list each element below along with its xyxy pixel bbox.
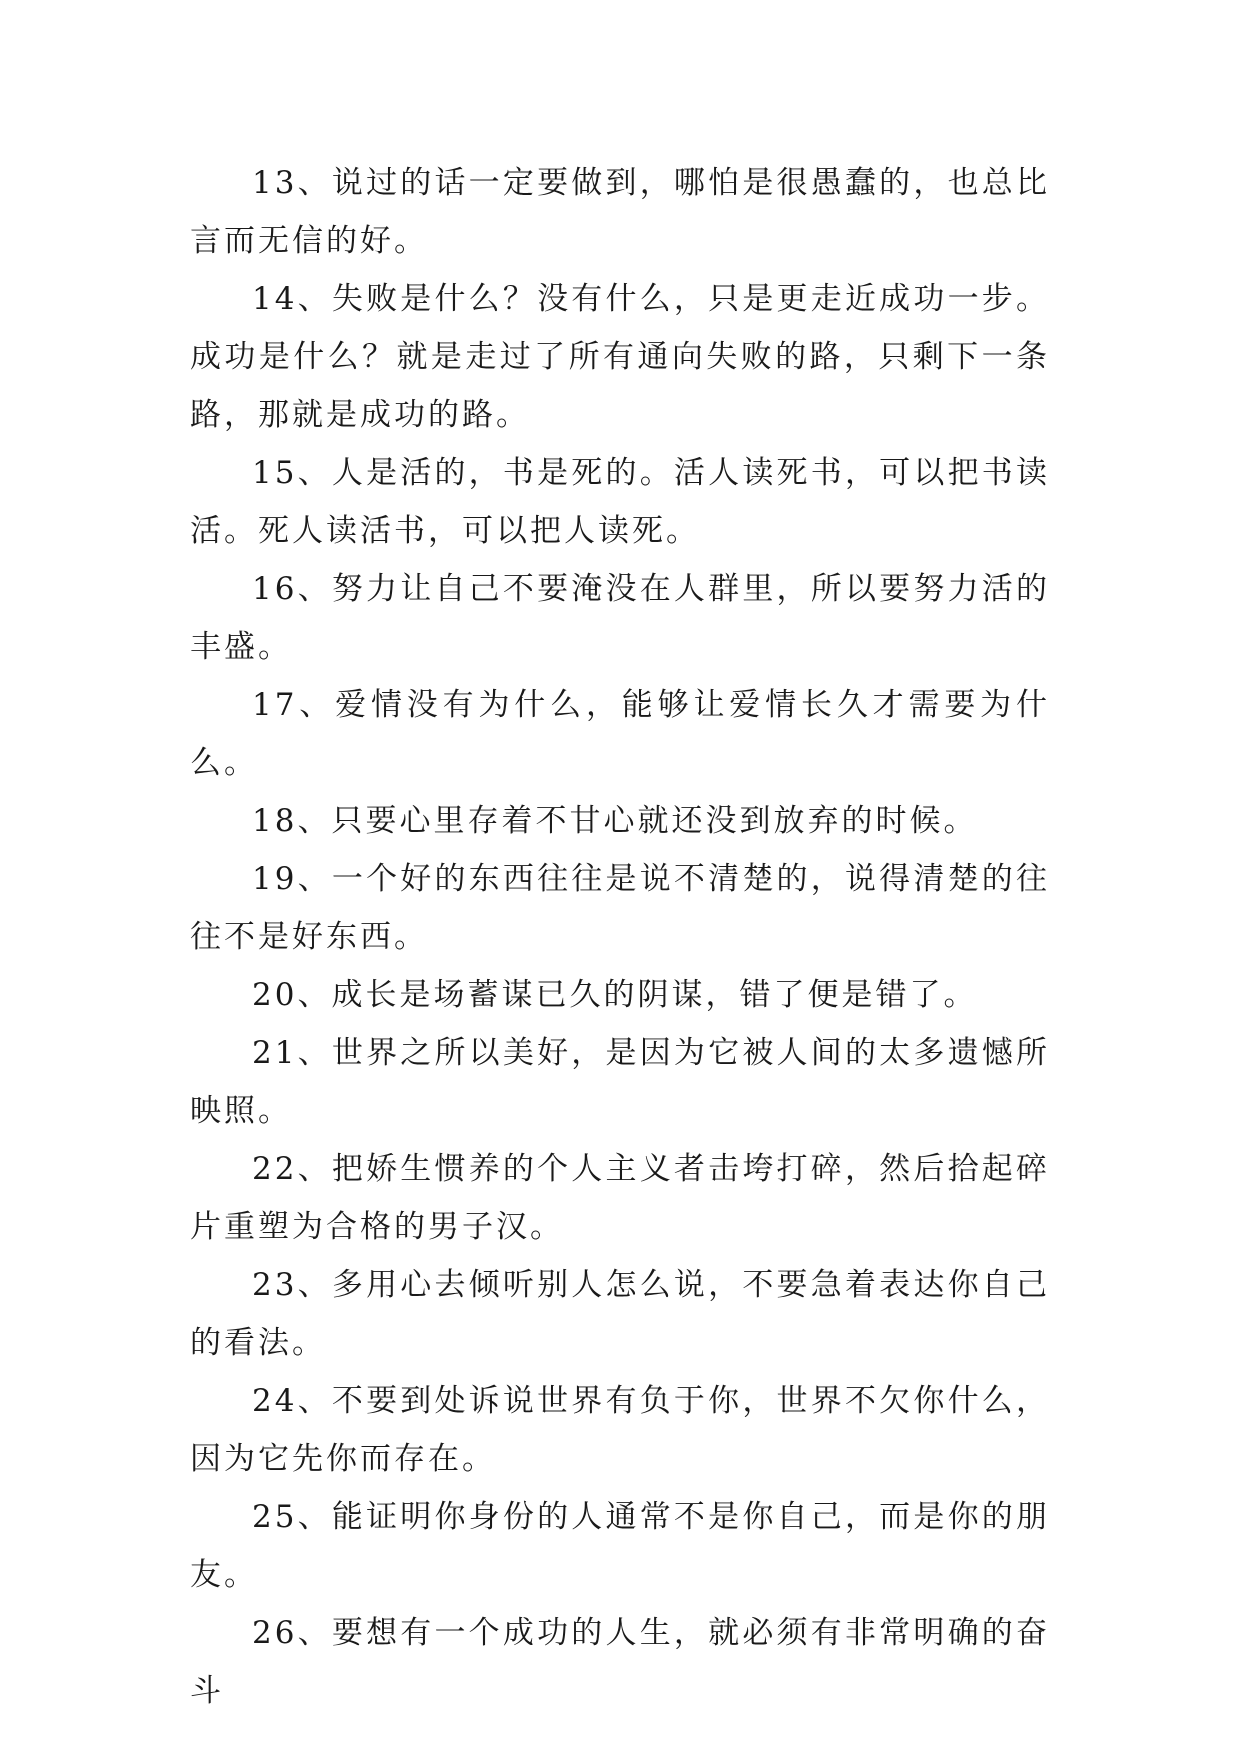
paragraph-25: 25、能证明你身份的人通常不是你自己，而是你的朋友。 <box>190 1499 1050 1593</box>
paragraph-17: 17、爱情没有为什么，能够让爱情长久才需要为什么。 <box>190 687 1050 781</box>
paragraph-22: 22、把娇生惯养的个人主义者击垮打碎，然后拾起碎片重塑为合格的男子汉。 <box>190 1151 1050 1245</box>
paragraph-16: 16、努力让自己不要淹没在人群里，所以要努力活的丰盛。 <box>190 571 1050 665</box>
paragraph-20: 20、成长是场蓄谋已久的阴谋，错了便是错了。 <box>252 977 978 1013</box>
paragraph-24: 24、不要到处诉说世界有负于你，世界不欠你什么，因为它先你而存在。 <box>190 1383 1050 1477</box>
paragraph-19: 19、一个好的东西往往是说不清楚的，说得清楚的往往不是好东西。 <box>190 861 1050 955</box>
paragraph-13: 13、说过的话一定要做到，哪怕是很愚蠢的，也总比言而无信的好。 <box>190 165 1050 259</box>
paragraph-15: 15、人是活的，书是死的。活人读死书，可以把书读活。死人读活书，可以把人读死。 <box>190 455 1050 549</box>
paragraph-21: 21、世界之所以美好，是因为它被人间的太多遗憾所映照。 <box>190 1035 1050 1129</box>
paragraph-18: 18、只要心里存着不甘心就还没到放弃的时候。 <box>252 803 978 839</box>
paragraph-26: 26、要想有一个成功的人生，就必须有非常明确的奋斗 <box>190 1615 1050 1709</box>
document-body <box>190 154 1050 1720</box>
paragraph-14: 14、失败是什么？没有什么，只是更走近成功一步。成功是什么？就是走过了所有通向失败的路，只剩下一条路，那就是成功的路。 <box>190 281 1050 433</box>
paragraph-23: 23、多用心去倾听别人怎么说，不要急着表达你自己的看法。 <box>190 1267 1050 1361</box>
